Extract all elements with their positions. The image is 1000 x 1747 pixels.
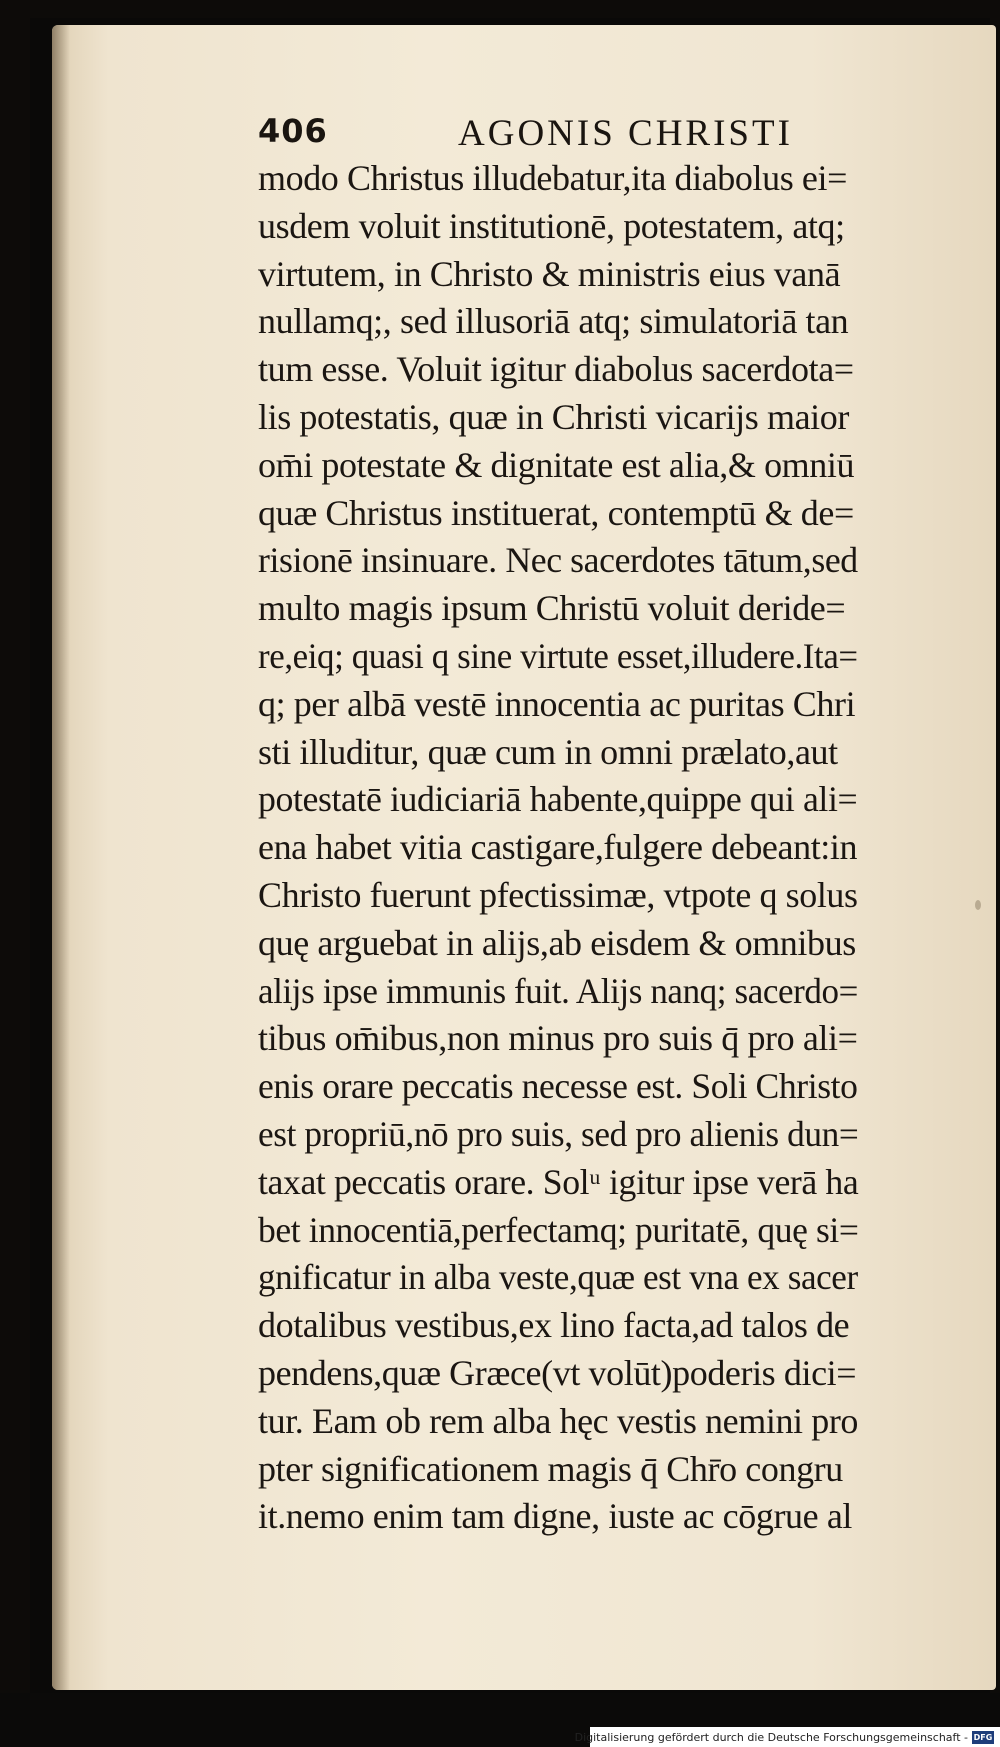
page-gutter [52,25,70,1690]
text-line: nullamq;, sed illusoriā atq; simulatoriā tan [258,301,849,342]
body-text [258,155,858,1541]
text-line: gnificatur in alba veste,quæ est vna ex sacer [258,1257,858,1298]
text-line: ena habet vitia castigare,fulgere debeant:in [258,827,858,868]
text-line: pendens,quæ Græce(vt volūt)poderis dici= [258,1352,857,1393]
text-line: enis orare peccatis necesse est. Soli Christo [258,1066,858,1107]
text-line: sti illuditur, quæ cum in omni prælato,aut [258,731,838,772]
text-line: quę arguebat in alijs,ab eisdem & omnibus [258,922,856,963]
funding-credit: Digitalisierung gefördert durch die Deutsche Forschungsgemeinschaft - [574,1731,968,1744]
text-line: tur. Eam ob rem alba hęc vestis nemini pro [258,1400,859,1441]
running-title: AGONIS CHRISTI [458,113,793,154]
text-line: lis potestatis, quæ in Christi vicarijs maior [258,396,849,437]
text-line: quæ Christus instituerat, contemptū & de= [258,492,854,533]
page-number: 406 [258,112,328,150]
text-line: re,eiq; quasi q sine virtute esset,illudere.Ita= [258,635,858,676]
page-header [258,112,858,156]
text-line: est propriū,nō pro suis, sed pro alienis dun= [258,1113,859,1154]
text-line: pter significationem magis q̄ Chr̄o congru [258,1448,843,1489]
footer-bar [574,1727,1000,1747]
dfg-logo-icon: DFG [973,1733,993,1742]
text-line: dotalibus vestibus,ex lino facta,ad talos de [258,1305,850,1346]
text-line: tibus om̄ibus,non minus pro suis q̄ pro ali= [258,1018,858,1059]
text-line: bet innocentiā,perfectamq; puritatē, quę si= [258,1209,859,1250]
text-line: usdem voluit institutionē, potestatem, atq; [258,205,845,246]
text-line: risionē insinuare. Nec sacerdotes tātum,sed [258,540,858,581]
text-line: taxat peccatis orare. Solᵘ igitur ipse verā ha [258,1161,859,1202]
paper-stain [975,900,981,910]
text-line: tum esse. Voluit igitur diabolus sacerdota= [258,349,854,390]
text-line: q; per albā vestē innocentia ac puritas Chri [258,683,856,724]
text-line: alijs ipse immunis fuit. Alijs nanq; sacerdo= [258,970,858,1011]
text-line: modo Christus illudebatur,ita diabolus ei= [258,158,847,198]
text-line: potestatē iudiciariā habente,quippe qui ali= [258,779,858,820]
text-line: multo magis ipsum Christū voluit deride= [258,588,846,629]
text-line: virtutem, in Christo & ministris eius vanā [258,253,841,294]
text-line: om̄i potestate & dignitate est alia,& omniū [258,444,855,485]
text-line: Christo fuerunt pfectissimæ, vtpote q solus [258,874,858,915]
text-line: it.nemo enim tam digne, iuste ac cōgrue al [258,1496,853,1537]
